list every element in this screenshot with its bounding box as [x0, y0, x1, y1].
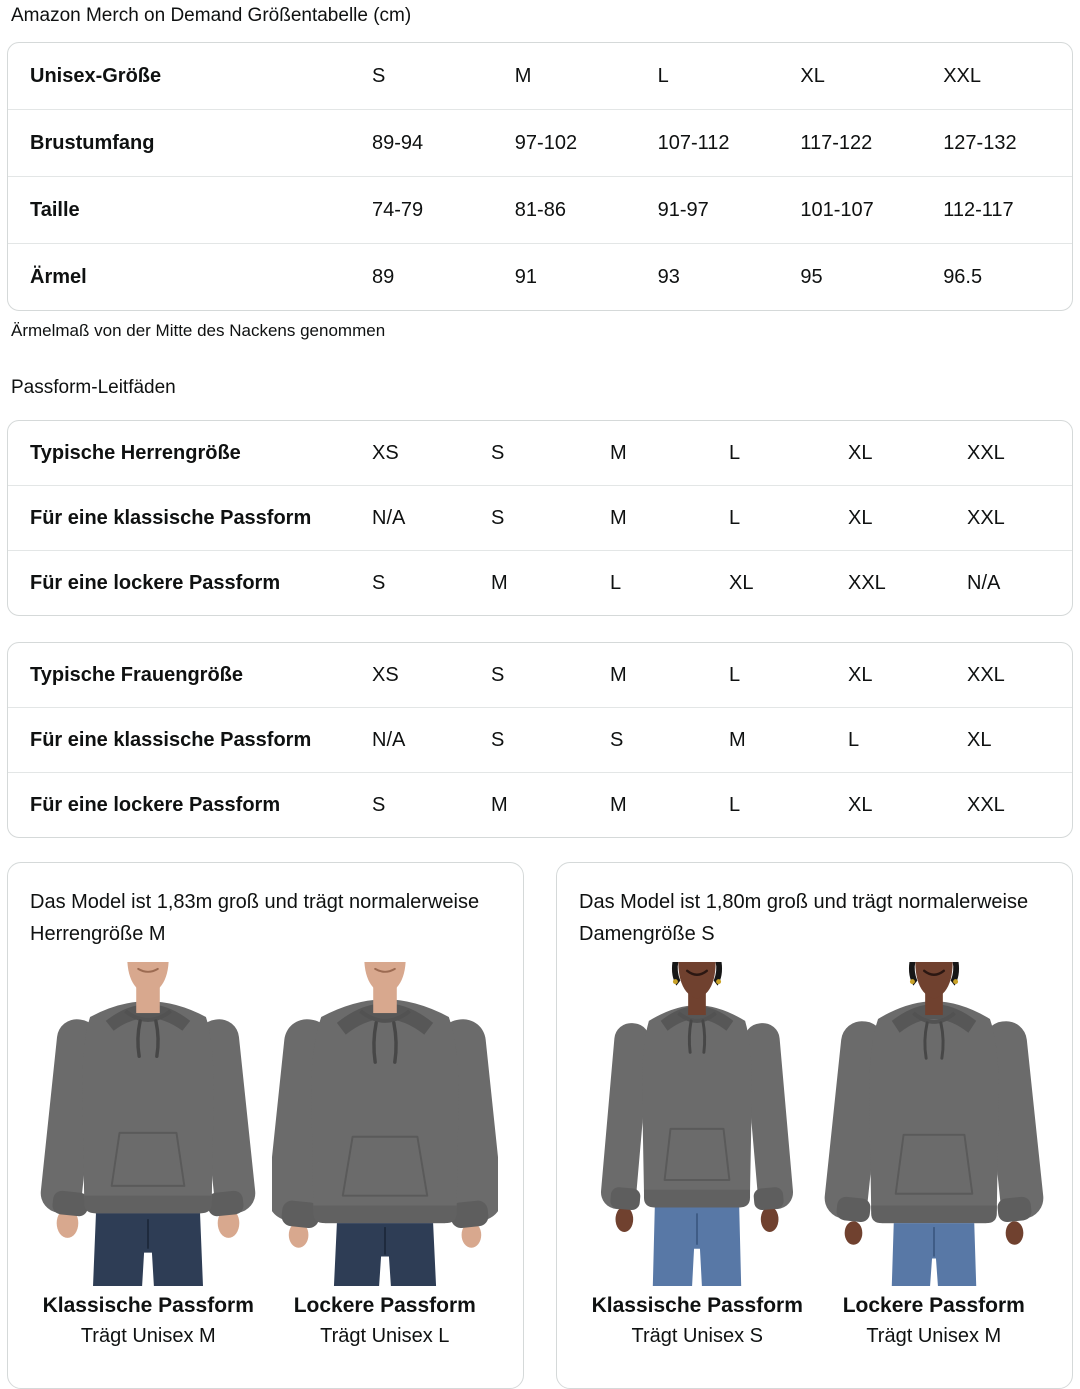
fit-cell: M — [729, 728, 746, 751]
womens-fit-table — [7, 642, 1073, 838]
fit-cell: S — [491, 506, 505, 529]
table-row — [8, 643, 1072, 707]
size-caption: Trägt Unisex M — [866, 1325, 1002, 1347]
measure-cell: 117-122 — [800, 131, 873, 154]
table-row — [8, 772, 1072, 837]
row-label: Brustumfang — [30, 131, 155, 154]
fit-cell: XXL — [967, 663, 1005, 686]
measure-cell: 107-112 — [657, 131, 730, 154]
row-label: Typische Herrengröße — [30, 441, 241, 464]
fit-caption: Klassische Passform — [591, 1294, 803, 1317]
fit-cell: S — [372, 571, 386, 594]
measure-cell: 91-97 — [657, 198, 709, 221]
fit-cell: N/A — [372, 506, 406, 529]
table-row — [8, 707, 1072, 772]
fit-cell: XL — [729, 571, 754, 594]
fit-caption: Klassische Passform — [42, 1294, 254, 1317]
fit-cell: L — [729, 441, 741, 464]
table-row — [8, 485, 1072, 550]
fit-cell: XL — [848, 793, 873, 816]
row-label: Typische Frauengröße — [30, 663, 244, 686]
fit-cell: S — [491, 728, 505, 751]
measure-cell: 89-94 — [372, 131, 424, 154]
fit-cell: L — [848, 728, 860, 751]
row-label: Taille — [30, 198, 80, 221]
model-description: Das Model ist 1,80m groß und trägt normalerweise Damengröße S — [579, 891, 1029, 945]
row-label: Unisex-Größe — [30, 64, 162, 87]
size-caption: Trägt Unisex M — [80, 1325, 216, 1347]
model-figures — [30, 962, 503, 1348]
measure-cell: 74-79 — [372, 198, 424, 221]
table-row — [8, 43, 1072, 109]
size-cell: L — [657, 64, 669, 87]
size-cell: XL — [800, 64, 825, 87]
size-caption: Trägt Unisex S — [631, 1325, 764, 1347]
measure-cell: 97-102 — [514, 131, 578, 154]
table-row — [8, 421, 1072, 485]
fit-cell: N/A — [372, 728, 406, 751]
model-photo-men-classic-fit — [35, 962, 261, 1286]
row-label: Für eine lockere Passform — [30, 793, 281, 816]
fit-cell: S — [491, 441, 505, 464]
size-cell: XXL — [943, 64, 981, 87]
measure-cell: 95 — [800, 265, 823, 288]
fit-cell: XXL — [967, 793, 1005, 816]
measure-cell: 127-132 — [943, 131, 1017, 154]
unisex-size-table — [7, 42, 1073, 311]
fit-cell: M — [491, 793, 508, 816]
mens-model-card — [7, 862, 524, 1389]
row-label: Für eine lockere Passform — [30, 571, 281, 594]
fit-cell: M — [610, 506, 627, 529]
measure-cell: 112-117 — [943, 198, 1014, 221]
model-figure-loose — [816, 962, 1053, 1348]
measure-cell: 96.5 — [943, 265, 983, 288]
row-label: Ärmel — [30, 265, 87, 288]
fit-guides-heading: Passform-Leitfäden — [11, 377, 176, 398]
fit-cell: M — [491, 571, 508, 594]
model-photo-women-loose-fit — [821, 962, 1047, 1286]
size-cell: M — [514, 64, 532, 87]
model-figures — [579, 962, 1052, 1348]
measure-cell: 91 — [514, 265, 538, 288]
fit-cell: XS — [372, 441, 399, 464]
model-photo-women-classic-fit — [584, 962, 810, 1286]
model-figure-loose — [267, 962, 504, 1348]
fit-cell: XS — [372, 663, 399, 686]
size-cell: S — [372, 64, 386, 87]
row-label: Für eine klassische Passform — [30, 506, 312, 529]
fit-cell: S — [610, 728, 624, 751]
measure-cell: 93 — [657, 265, 680, 288]
table-row — [8, 176, 1072, 243]
fit-cell: S — [372, 793, 386, 816]
table-row — [8, 243, 1072, 310]
sleeve-measure-note: Ärmelmaß von der Mitte des Nackens genommen — [11, 321, 386, 340]
womens-model-card — [556, 862, 1073, 1389]
page-title: Amazon Merch on Demand Größentabelle (cm) — [11, 5, 412, 26]
fit-cell: XXL — [967, 506, 1005, 529]
fit-cell: M — [610, 441, 627, 464]
fit-cell: M — [610, 793, 627, 816]
fit-cell: N/A — [967, 571, 1001, 594]
fit-cell: XL — [848, 663, 873, 686]
fit-cell: M — [610, 663, 627, 686]
fit-cell: XL — [967, 728, 992, 751]
fit-cell: L — [729, 506, 741, 529]
model-description: Das Model ist 1,83m groß und trägt normalerweise Herrengröße M — [30, 891, 480, 945]
fit-caption: Lockere Passform — [293, 1294, 476, 1317]
mens-fit-table — [7, 420, 1073, 616]
model-photo-men-loose-fit — [272, 962, 498, 1286]
row-label: Für eine klassische Passform — [30, 728, 312, 751]
model-cards — [7, 862, 1073, 1389]
fit-cell: S — [491, 663, 505, 686]
table-row — [8, 109, 1072, 176]
fit-cell: L — [729, 663, 741, 686]
fit-cell: L — [610, 571, 622, 594]
fit-cell: XXL — [967, 441, 1005, 464]
measure-cell: 89 — [372, 265, 395, 288]
model-figure-classic — [579, 962, 816, 1348]
fit-cell: L — [729, 793, 741, 816]
fit-cell: XL — [848, 441, 873, 464]
fit-caption: Lockere Passform — [842, 1294, 1025, 1317]
model-figure-classic — [30, 962, 267, 1348]
fit-cell: XL — [848, 506, 873, 529]
table-row — [8, 550, 1072, 615]
measure-cell: 101-107 — [800, 198, 874, 221]
fit-cell: XXL — [848, 571, 886, 594]
size-caption: Trägt Unisex L — [320, 1325, 450, 1347]
measure-cell: 81-86 — [514, 198, 566, 221]
